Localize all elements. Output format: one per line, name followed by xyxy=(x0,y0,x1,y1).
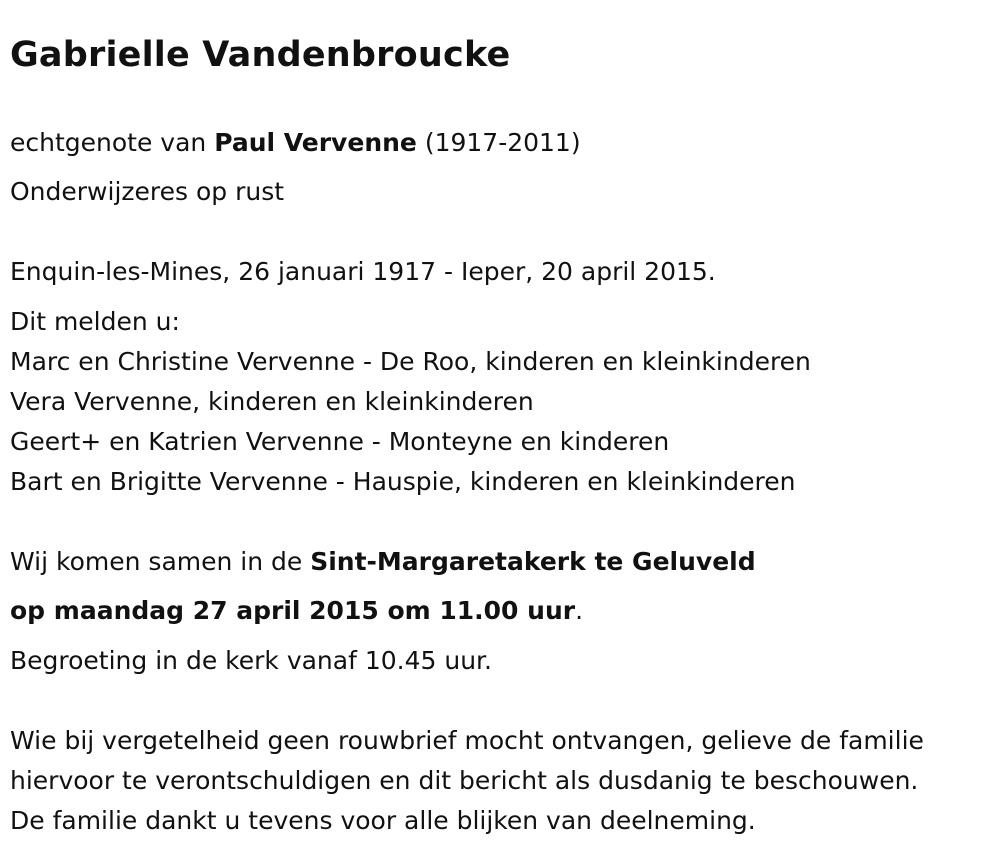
announcers-intro: Dit melden u: xyxy=(10,307,180,336)
greeting-line: Begroeting in de kerk vanaf 10.45 uur. xyxy=(10,646,492,675)
ceremony-datetime: op maandag 27 april 2015 om 11.00 uur xyxy=(10,596,576,625)
church-name: Sint-Margaretakerk te Geluveld xyxy=(310,547,756,576)
family-line: Vera Vervenne, kinderen en kleinkinderen xyxy=(10,387,534,416)
spouse-line xyxy=(10,128,581,158)
closing-line: hiervoor te verontschuldigen en dit bericht als dusdanig te beschouwen. xyxy=(10,766,919,795)
closing-line: De familie dankt u tevens voor alle blijken van deelneming. xyxy=(10,806,756,835)
birth-death-line: Enquin-les-Mines, 26 januari 1917 - Ieper, 20 april 2015. xyxy=(10,257,716,286)
spouse-name: Paul Vervenne xyxy=(214,128,417,157)
gathering-line xyxy=(10,547,756,577)
ceremony-suffix: . xyxy=(575,596,584,625)
deceased-name: Gabrielle Vandenbroucke xyxy=(10,35,511,75)
gathering-prefix: Wij komen samen in de xyxy=(10,547,311,576)
spouse-prefix: echtgenote van xyxy=(10,128,215,157)
spouse-years: (1917-2011) xyxy=(416,128,581,157)
family-line: Geert+ en Katrien Vervenne - Monteyne en kinderen xyxy=(10,427,670,456)
occupation: Onderwijzeres op rust xyxy=(10,177,285,206)
family-line: Bart en Brigitte Vervenne - Hauspie, kinderen en kleinkinderen xyxy=(10,467,796,496)
ceremony-line xyxy=(10,596,583,626)
closing-line: Wie bij vergetelheid geen rouwbrief mocht ontvangen, gelieve de familie xyxy=(10,726,924,755)
family-line: Marc en Christine Vervenne - De Roo, kinderen en kleinkinderen xyxy=(10,347,811,376)
